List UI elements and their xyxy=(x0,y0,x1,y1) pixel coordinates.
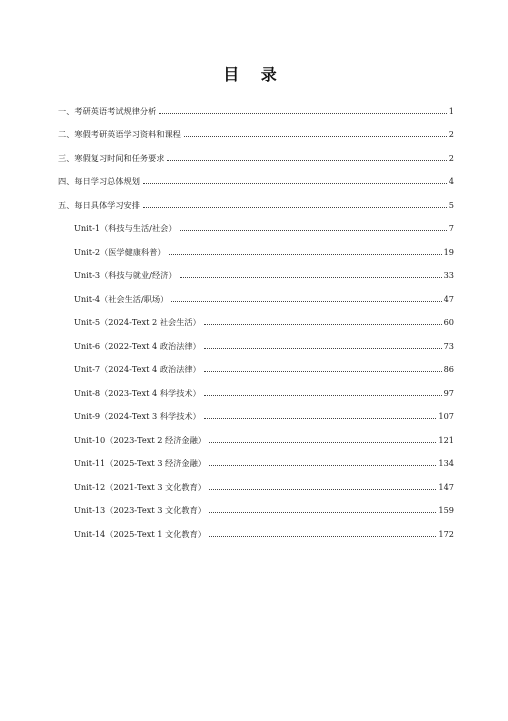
toc-subentry[interactable] xyxy=(58,280,454,304)
toc-entry-label: 一、考研英语考试规律分析 xyxy=(58,105,157,116)
toc-leader-dots xyxy=(204,348,442,349)
toc-leader-dots xyxy=(180,230,447,231)
toc-subentry[interactable] xyxy=(58,304,454,328)
toc-entry[interactable] xyxy=(58,92,454,116)
toc-page-number: 7 xyxy=(448,223,454,233)
toc-entry-label: Unit-5（2024-Text 2 社会生活） xyxy=(74,317,201,327)
toc-subentry[interactable] xyxy=(58,210,454,234)
toc-leader-dots xyxy=(184,136,447,137)
toc-entry-label: Unit-12（2021-Text 3 文化教育） xyxy=(74,481,206,492)
toc-entry-label: 四、每日学习总体规划 xyxy=(58,176,140,186)
toc-leader-dots xyxy=(209,465,436,466)
toc-page-number: 33 xyxy=(443,270,454,280)
toc-leader-dots xyxy=(204,395,442,396)
toc-entry-label: Unit-10（2023-Text 2 经济金融） xyxy=(74,434,206,445)
toc-leader-dots xyxy=(180,277,442,278)
toc-page-number: 134 xyxy=(438,458,454,468)
toc-page-number: 5 xyxy=(448,199,454,210)
toc-leader-dots xyxy=(143,183,447,184)
toc-leader-dots xyxy=(143,207,447,208)
page-title: 目 录 xyxy=(223,65,285,84)
toc-entry-label: Unit-7（2024-Text 4 政治法律） xyxy=(74,364,201,374)
toc-page-number: 97 xyxy=(443,387,454,398)
toc-subentry[interactable] xyxy=(58,257,454,281)
toc-page-number: 86 xyxy=(443,364,454,374)
toc-entry-label: 三、寒假复习时间和任务要求 xyxy=(58,152,165,163)
toc-page-number: 73 xyxy=(443,340,454,351)
toc-entry[interactable] xyxy=(58,186,454,210)
toc-entry-label: Unit-3（科技与就业/经济） xyxy=(74,270,177,280)
toc-page-number: 4 xyxy=(448,176,454,186)
toc-entry-label: Unit-11（2025-Text 3 经济金融） xyxy=(74,458,206,468)
toc-page-number: 159 xyxy=(438,505,454,515)
toc-subentry[interactable] xyxy=(58,233,454,257)
toc-page-number: 19 xyxy=(443,246,454,257)
toc-page-number: 1 xyxy=(448,105,454,116)
toc-entry-label: Unit-9（2024-Text 3 科学技术） xyxy=(74,411,201,421)
toc-leader-dots xyxy=(204,418,437,419)
toc-page-number: 2 xyxy=(448,152,454,163)
toc-page-number: 147 xyxy=(438,481,454,492)
toc-subentry[interactable] xyxy=(58,421,454,445)
toc-leader-dots xyxy=(209,512,436,513)
toc-entry-label: Unit-14（2025-Text 1 文化教育） xyxy=(74,528,206,539)
toc-page-number: 121 xyxy=(438,434,454,445)
toc-leader-dots xyxy=(159,113,447,114)
toc-entry[interactable] xyxy=(58,163,454,187)
toc-page-number: 47 xyxy=(443,293,454,304)
toc-leader-dots xyxy=(171,301,441,302)
toc-entry-label: 二、寒假考研英语学习资料和课程 xyxy=(58,129,181,139)
toc-leader-dots xyxy=(204,324,442,325)
toc-subentry[interactable] xyxy=(58,327,454,351)
toc-leader-dots xyxy=(209,489,436,490)
toc-leader-dots xyxy=(209,536,436,537)
toc-entry-label: 五、每日具体学习安排 xyxy=(58,199,140,210)
toc-page-number: 60 xyxy=(443,317,454,327)
toc-leader-dots xyxy=(169,254,442,255)
toc-entry-label: Unit-2（医学健康科普） xyxy=(74,246,166,257)
toc-subentry[interactable] xyxy=(58,492,454,516)
toc-entry-label: Unit-8（2023-Text 4 科学技术） xyxy=(74,387,201,398)
toc-entry-label: Unit-1（科技与生活/社会） xyxy=(74,223,177,233)
toc-entry[interactable] xyxy=(58,116,454,140)
toc-page-number: 172 xyxy=(438,528,454,539)
toc-page-number: 107 xyxy=(438,411,454,421)
toc-subentry[interactable] xyxy=(58,468,454,492)
toc-subentry[interactable] xyxy=(58,374,454,398)
toc-leader-dots xyxy=(167,160,446,161)
toc-leader-dots xyxy=(204,371,442,372)
toc-entry-label: Unit-4（社会生活/职场） xyxy=(74,293,169,304)
toc-entry[interactable] xyxy=(58,139,454,163)
toc-subentry[interactable] xyxy=(58,398,454,422)
toc-page-number: 2 xyxy=(448,129,454,139)
toc-leader-dots xyxy=(209,442,436,443)
toc-entry-label: Unit-6（2022-Text 4 政治法律） xyxy=(74,340,201,351)
toc-subentry[interactable] xyxy=(58,445,454,469)
toc-subentry[interactable] xyxy=(58,515,454,539)
table-of-contents xyxy=(58,92,454,539)
toc-subentry[interactable] xyxy=(58,351,454,375)
toc-entry-label: Unit-13（2023-Text 3 文化教育） xyxy=(74,505,206,515)
